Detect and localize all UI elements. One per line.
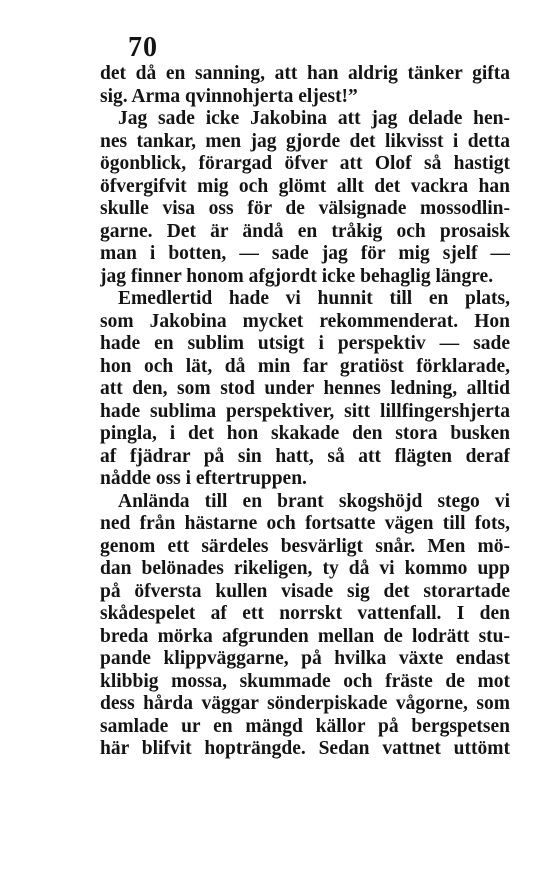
page-number: 70 <box>128 32 158 63</box>
text-line: Anlända till en brant skogshöjd stego vi <box>118 490 510 512</box>
text-line: skådespelet af ett norrskt vattenfall. I den <box>100 603 510 624</box>
text-line: ögonblick, förargad öfver att Olof så hastigt <box>100 153 510 174</box>
text-line: som Jakobina mycket rekommenderat. Hon <box>100 310 510 332</box>
text-line: jag finner honom afgjordt icke behaglig längre. <box>100 265 494 287</box>
text-line: pingla, i det hon skakade den stora busken <box>100 423 510 444</box>
text-line: här blifvit hopträngde. Sedan vattnet uttömt <box>100 738 510 759</box>
text-line: Emedlertid hade vi hunnit till en plats, <box>118 288 510 309</box>
text-line: Jag sade icke Jakobina att jag delade hen- <box>118 108 510 129</box>
text-line: man i botten, — sade jag för mig sjelf — <box>100 243 510 264</box>
text-line: på öfversta kullen visade sig det storartade <box>100 580 510 602</box>
text-line: samlade ur en mängd källor på bergspetsen <box>100 715 510 737</box>
text-line: hon och lät, då min far gratiöst förklarade, <box>100 355 510 377</box>
text-line: dan belönades rikeligen, ty då vi kommo upp <box>100 558 510 579</box>
text-line: pande klippväggarne, på hvilka växte endast <box>100 648 510 669</box>
text-line: nes tankar, men jag gjorde det likvisst i detta <box>100 130 510 152</box>
text-line: breda mörka afgrunden mellan de lodrätt stu- <box>100 625 510 647</box>
text-line: nådde oss i eftertruppen. <box>100 468 307 489</box>
text-line: ned från hästarne och fortsatte vägen till fots, <box>100 513 510 534</box>
text-line: öfvergifvit mig och glömt allt det vackra han <box>100 175 510 197</box>
text-line: klibbig mossa, skummade och fräste de mot <box>100 670 510 692</box>
text-line: sig. Arma qvinnohjerta eljest!” <box>100 85 358 107</box>
text-line: garne. Det är ändå en tråkig och prosaisk <box>100 220 510 242</box>
text-line: skulle visa oss för de välsignade mossodlin- <box>100 198 510 219</box>
text-line: det då en sanning, att han aldrig tänker gifta <box>100 63 510 84</box>
text-line: hade en sublim utsigt i perspektiv — sade <box>100 333 510 354</box>
text-line: hade sublima perspektiver, sitt lillfingershjerta <box>100 400 510 422</box>
body-text <box>100 63 510 761</box>
text-line: dess hårda väggar sönderpiskade vågorne, som <box>100 693 510 714</box>
text-line: att den, som stod under hennes ledning, alltid <box>100 378 510 399</box>
text-line: af fjädrar på sin hatt, så att flägten deraf <box>100 445 510 467</box>
text-line: genom ett särdeles besvärligt snår. Men mö- <box>100 535 510 557</box>
